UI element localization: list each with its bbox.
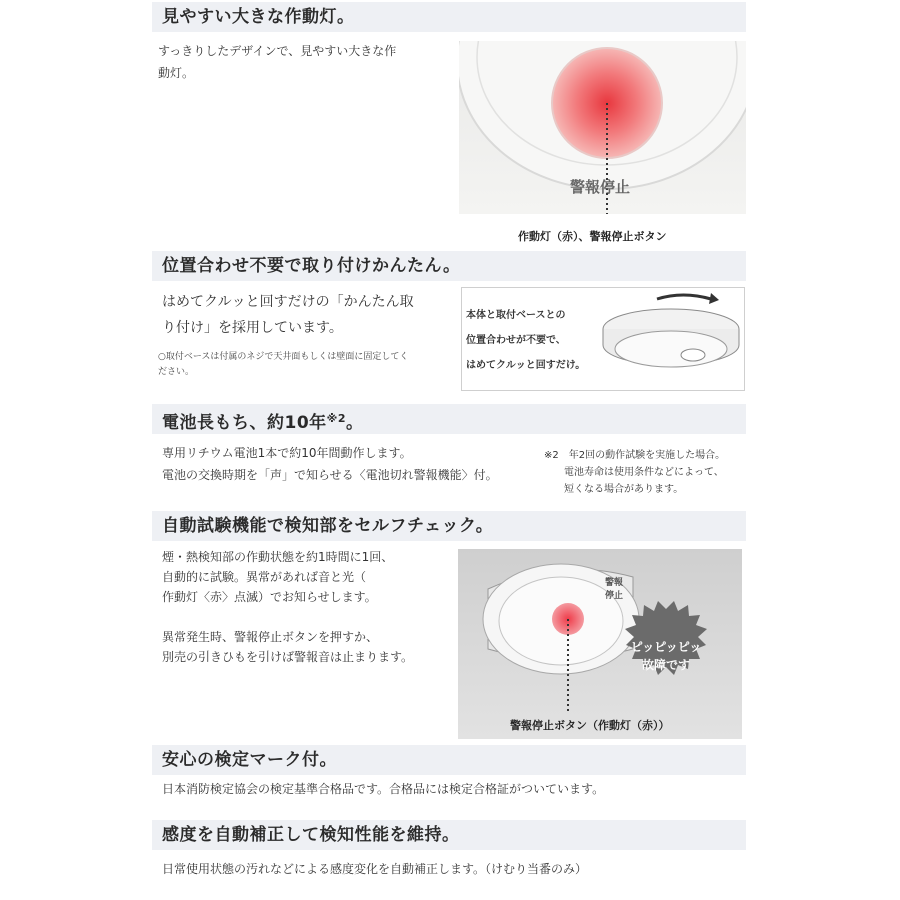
light-body: すっきりしたデザインで、見やすい大きな作 動灯。 [158,44,397,80]
heading-selfcheck: 自動試験機能で検知部をセルフチェック。 [152,511,746,541]
install-diagram-text: 本体と取付ベースとの 位置合わせが不要で、 はめてクルッと回すだけ。 [466,310,586,371]
battery-heading-end: 。 [346,413,364,433]
sensitivity-body: 日常使用状態の汚れなどによる感度変化を自動補正します。（けむり当番のみ） [162,862,588,876]
battery-heading-text: 電池長もち、約10年 [162,413,327,433]
heading-install: 位置合わせ不要で取り付けかんたん。 [152,251,746,281]
light-caption: 作動灯（赤）、警報停止ボタン [518,230,667,243]
mark-body: 日本消防検定協会の検定基準合格品です。合格品には検定合格証がついています。 [162,782,605,796]
battery-footnote: ※2 年2回の動作試験を実施した場合。 電池寿命は使用条件などによって、 短くなる場合があります。 [544,450,726,495]
heading-mark: 安心の検定マーク付。 [152,745,746,775]
selfcheck-device-label: 警報停止 [605,578,624,601]
selfcheck-burst-text: ピッピッピッ 故障です [630,640,702,672]
heading-sensitivity: 感度を自動補正して検知性能を維持。 [152,820,746,850]
selfcheck-body: 煙・熱検知部の作動状態を約1時間に1回、 自動的に試験。異常があれば音と光（ 作動灯〈赤〉点滅）でお知らせします。 異常発生時、警報停止ボタンを押すか、 別売の引きひもを引けば警報音は止まります。 [162,550,414,664]
install-note: ○取付ベースは付属のネジで天井面もしくは壁面に固定してく ださい。 [158,352,409,377]
battery-heading-sup: ※2 [326,412,347,425]
battery-body: 専用リチウム電池1本で約10年間動作します。 電池の交換時期を「声」で知らせる〈電池切れ警報機能〉付。 [162,446,498,482]
selfcheck-caption: 警報停止ボタン（作動灯（赤）） [510,719,670,732]
heading-large-light: 見やすい大きな作動灯。 [152,2,746,32]
heading-battery [152,404,746,434]
light-button-label: 警報停止 [570,178,631,196]
install-body: はめてクルッと回すだけの「かんたん取 り付け」を採用しています。 [162,294,414,336]
